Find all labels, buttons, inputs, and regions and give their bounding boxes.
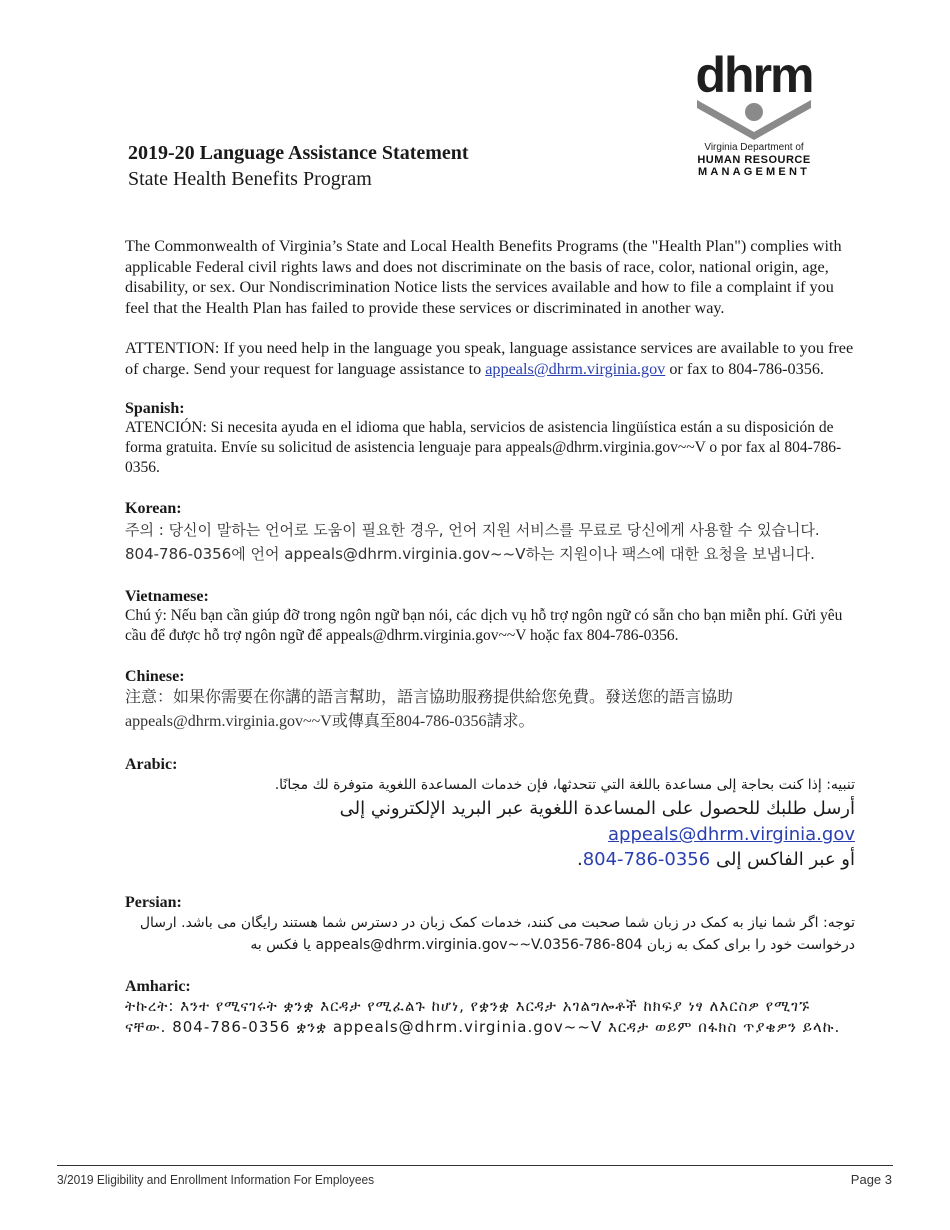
logo-person-chevron-icon: [695, 98, 813, 142]
persian-line-2: درخواست خود را برای کمک به زبان appeals@dhrm.virginia.gov~~V.0356-786-804 یا فکس به: [250, 937, 855, 953]
spanish-label: Spanish:: [125, 400, 185, 417]
vietnamese-text: Chú ý: Nếu bạn cần giúp đỡ trong ngôn ngữ bạn nói, các dịch vụ hỗ trợ ngôn ngữ có sẵn cho bạn miễn phí. Gửi yêu cầu để được hỗ trợ ngôn ngữ để appeals@dhrm.virginia.gov~~V hoặc fax 804-786-0356.: [125, 607, 843, 644]
vietnamese-label: Vietnamese:: [125, 588, 209, 605]
chinese-text: 注意：如果你需要在你講的語言幫助，語言協助服務提供給您免費。發送您的語言協助appeals@dhrm.virginia.gov~~V或傳真至804-786-0356請求。: [125, 689, 734, 730]
korean-text: 주의 : 당신이 말하는 언어로 도움이 필요한 경우, 언어 지원 서비스를 무료로 당신에게 사용할 수 있습니다. 804-786-0356에 언어 appeals@dhrm.virginia.gov~~V하는 지원이나 팩스에 대한 요청을 보냅니다.: [125, 521, 820, 563]
arabic-fax-number: 804-786-0356: [582, 849, 711, 870]
document-subtitle: State Health Benefits Program: [128, 168, 372, 190]
page-number: Page 3: [850, 1172, 892, 1187]
arabic-line-2: [125, 796, 855, 848]
statement-body: [125, 236, 855, 1059]
korean-label: Korean:: [125, 500, 182, 517]
logo-wordmark: dhrm: [695, 47, 813, 103]
attention-paragraph: [125, 338, 855, 379]
arabic-line-1: تنبيه: إذا كنت بحاجة إلى مساعدة باللغة التي تتحدثها، فإن خدمات المساعدة اللغوية متوفرة لك مجانًا.: [274, 777, 855, 793]
logo-line-1: Virginia Department of: [704, 142, 804, 153]
spanish-text: ATENCIÓN: Si necesita ayuda en el idioma que habla, servicios de asistencia lingüística están a su disposición de forma gratuita. Envíe su solicitud de asistencia lenguaje para appeals@dhrm.virginia.gov~~V o por fax al 804-786-0356.: [125, 419, 842, 476]
document-title: 2019-20 Language Assistance Statement: [128, 142, 469, 164]
spanish-section: [125, 399, 855, 478]
attention-fax-text: or fax to 804-786-0356.: [665, 359, 824, 378]
intro-paragraph: The Commonwealth of Virginia’s State and Local Health Benefits Programs (the "Health Plan") complies with applicable Federal civil rights laws and does not discriminate on the basis of race, color, national origin, age, disability, or sex. Our Nondiscrimination Notice lists the services available and how to file a complaint if you feel that the Health Plan has failed to provide these services or discriminated in another way.: [125, 237, 842, 317]
persian-label: Persian:: [125, 894, 182, 911]
arabic-email-link[interactable]: appeals@dhrm.virginia.gov: [608, 824, 855, 845]
chinese-section: [125, 667, 855, 734]
footer-document-info: 3/2019 Eligibility and Enrollment Information For Employees: [57, 1172, 375, 1187]
arabic-label: Arabic:: [125, 756, 178, 773]
arabic-line-3-text: أو عبر الفاكس إلى: [715, 849, 855, 870]
arabic-period: .: [576, 849, 583, 870]
vietnamese-section: [125, 587, 855, 646]
appeals-email-link[interactable]: appeals@dhrm.virginia.gov: [485, 359, 666, 378]
dhrm-logo: [690, 47, 818, 178]
attention-text: ATTENTION: If you need help in the language you speak, language assistance services are available to you free of charge. Send your request for language assistance to: [125, 339, 854, 378]
arabic-section: [125, 755, 855, 872]
chinese-label: Chinese:: [125, 668, 185, 685]
persian-section: [125, 893, 855, 956]
persian-line-1: توجه: اگر شما نیاز به کمک در زبان شما صحبت می کنند، خدمات کمک زبان در دسترس شما هستند رایگان می باشد. ارسال: [139, 915, 855, 931]
korean-section: [125, 499, 855, 566]
logo-line-2: HUMAN RESOURCE: [697, 154, 811, 166]
arabic-line-3: [125, 848, 855, 872]
footer-divider: [57, 1165, 893, 1166]
logo-line-3: MANAGEMENT: [697, 166, 811, 178]
amharic-label: Amharic:: [125, 978, 191, 995]
amharic-text: ትኩረት: እንተ የሚናገሩት ቋንቋ እርዳታ የሚፈልጉ ከሆነ, የቋንቋ እርዳታ አገልግሎቶች ከክፍያ ነፃ ለእርስዎ የሚገኙ ናቸው. 804-786-0356 ቋንቋ appeals@dhrm.virginia.gov~~V እርዳታ ወይም በፋክስ ጥያቄዎን ይላኩ.: [125, 997, 841, 1036]
arabic-line-2-text: أرسل طلبك للحصول على المساعدة اللغوية عبر البريد الإلكتروني إلى: [339, 798, 855, 819]
amharic-section: [125, 977, 855, 1038]
